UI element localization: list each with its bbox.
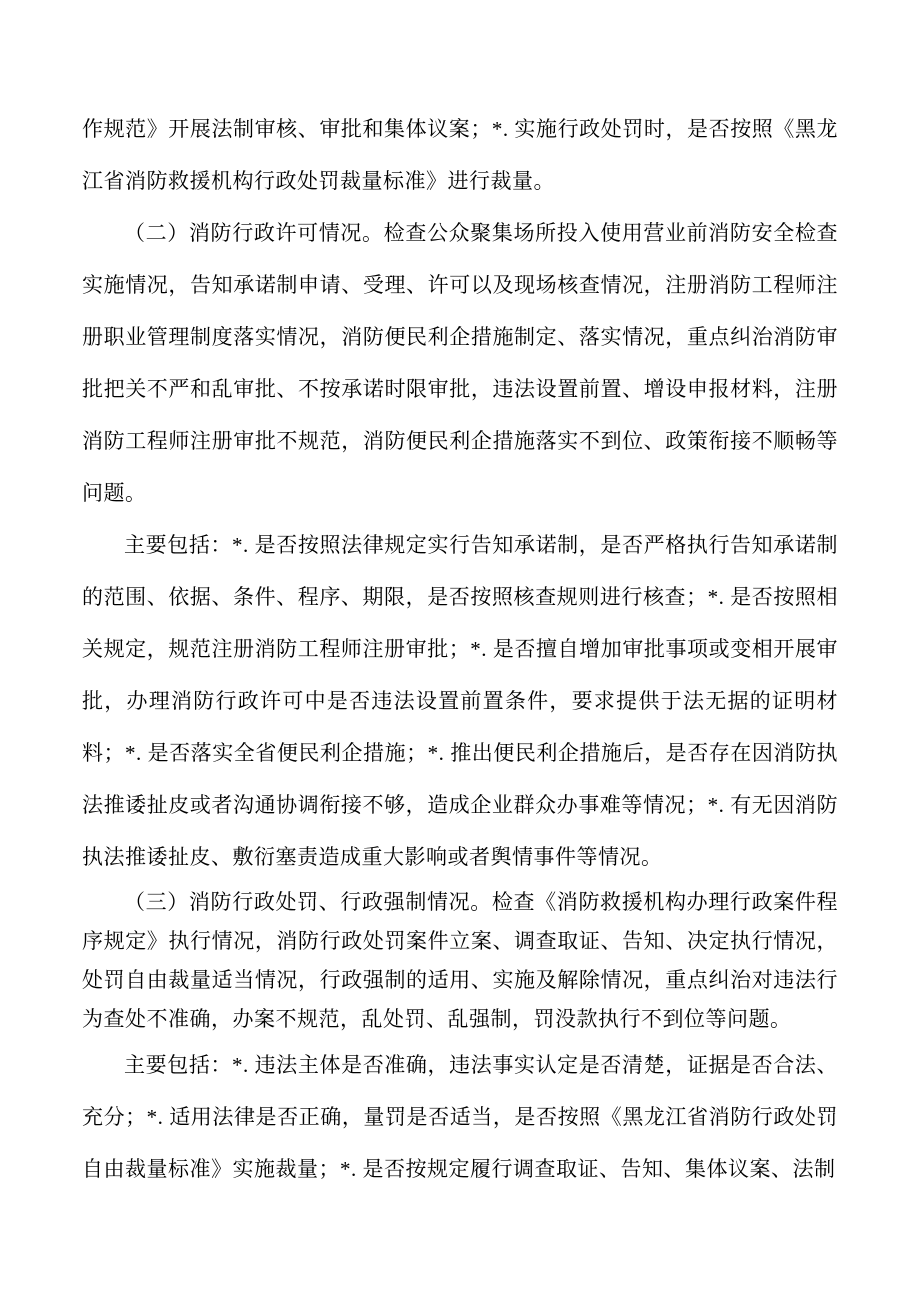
paragraph-section-2-main-points: 主要包括：*. 是否按照法律规定实行告知承诺制，是否严格执行告知承诺制的范围、依据、条件、程序、期限，是否按照核查规则进行核查；*. 是否按照相关规定，规范注册消防工程师注册审批；*. 是否擅自增加审批事项或变相开展审批，办理消防行政许可中是否违法设置前置条件，要求提供于法无据的证明材料；*. 是否落实全省便民利企措施；*. 推出便民利企措施后，是否存在因消防执法推诿扯皮或者沟通协调衔接不够，造成企业群众办事难等情况；*. 有无因消防执法推诿扯皮、敷衍塞责造成重大影响或者舆情事件等情况。 bbox=[82, 533, 838, 869]
paragraph-section-3-main-points: 主要包括：*. 违法主体是否准确，违法事实认定是否清楚，证据是否合法、充分；*. 适用法律是否正确，量罚是否适当，是否按照《黑龙江省消防行政处罚自由裁量标准》实施裁量；*. 是否按规定履行调查取证、告知、集体议案、法制 bbox=[82, 1053, 838, 1181]
paragraph-section-2-heading: （二）消防行政许可情况。检查公众聚集场所投入使用营业前消防安全检查实施情况，告知承诺制申请、受理、许可以及现场核查情况，注册消防工程师注册职业管理制度落实情况，消防便民利企措施制定、落实情况，重点纠治消防审批把关不严和乱审批、不按承诺时限审批，违法设置前置、增设申报材料，注册消防工程师注册审批不规范，消防便民利企措施落实不到位、政策衔接不顺畅等问题。 bbox=[82, 221, 838, 505]
paragraph-continuation: 作规范》开展法制审核、审批和集体议案；*. 实施行政处罚时，是否按照《黑龙江省消防救援机构行政处罚裁量标准》进行裁量。 bbox=[82, 117, 838, 193]
paragraph-section-3-heading: （三）消防行政处罚、行政强制情况。检查《消防救援机构办理行政案件程序规定》执行情况，消防行政处罚案件立案、调查取证、告知、决定执行情况，处罚自由裁量适当情况，行政强制的适用、实施及解除情况，重点纠治对违法行为查处不准确，办案不规范，乱处罚、乱强制，罚没款执行不到位等问题。 bbox=[82, 890, 838, 1031]
